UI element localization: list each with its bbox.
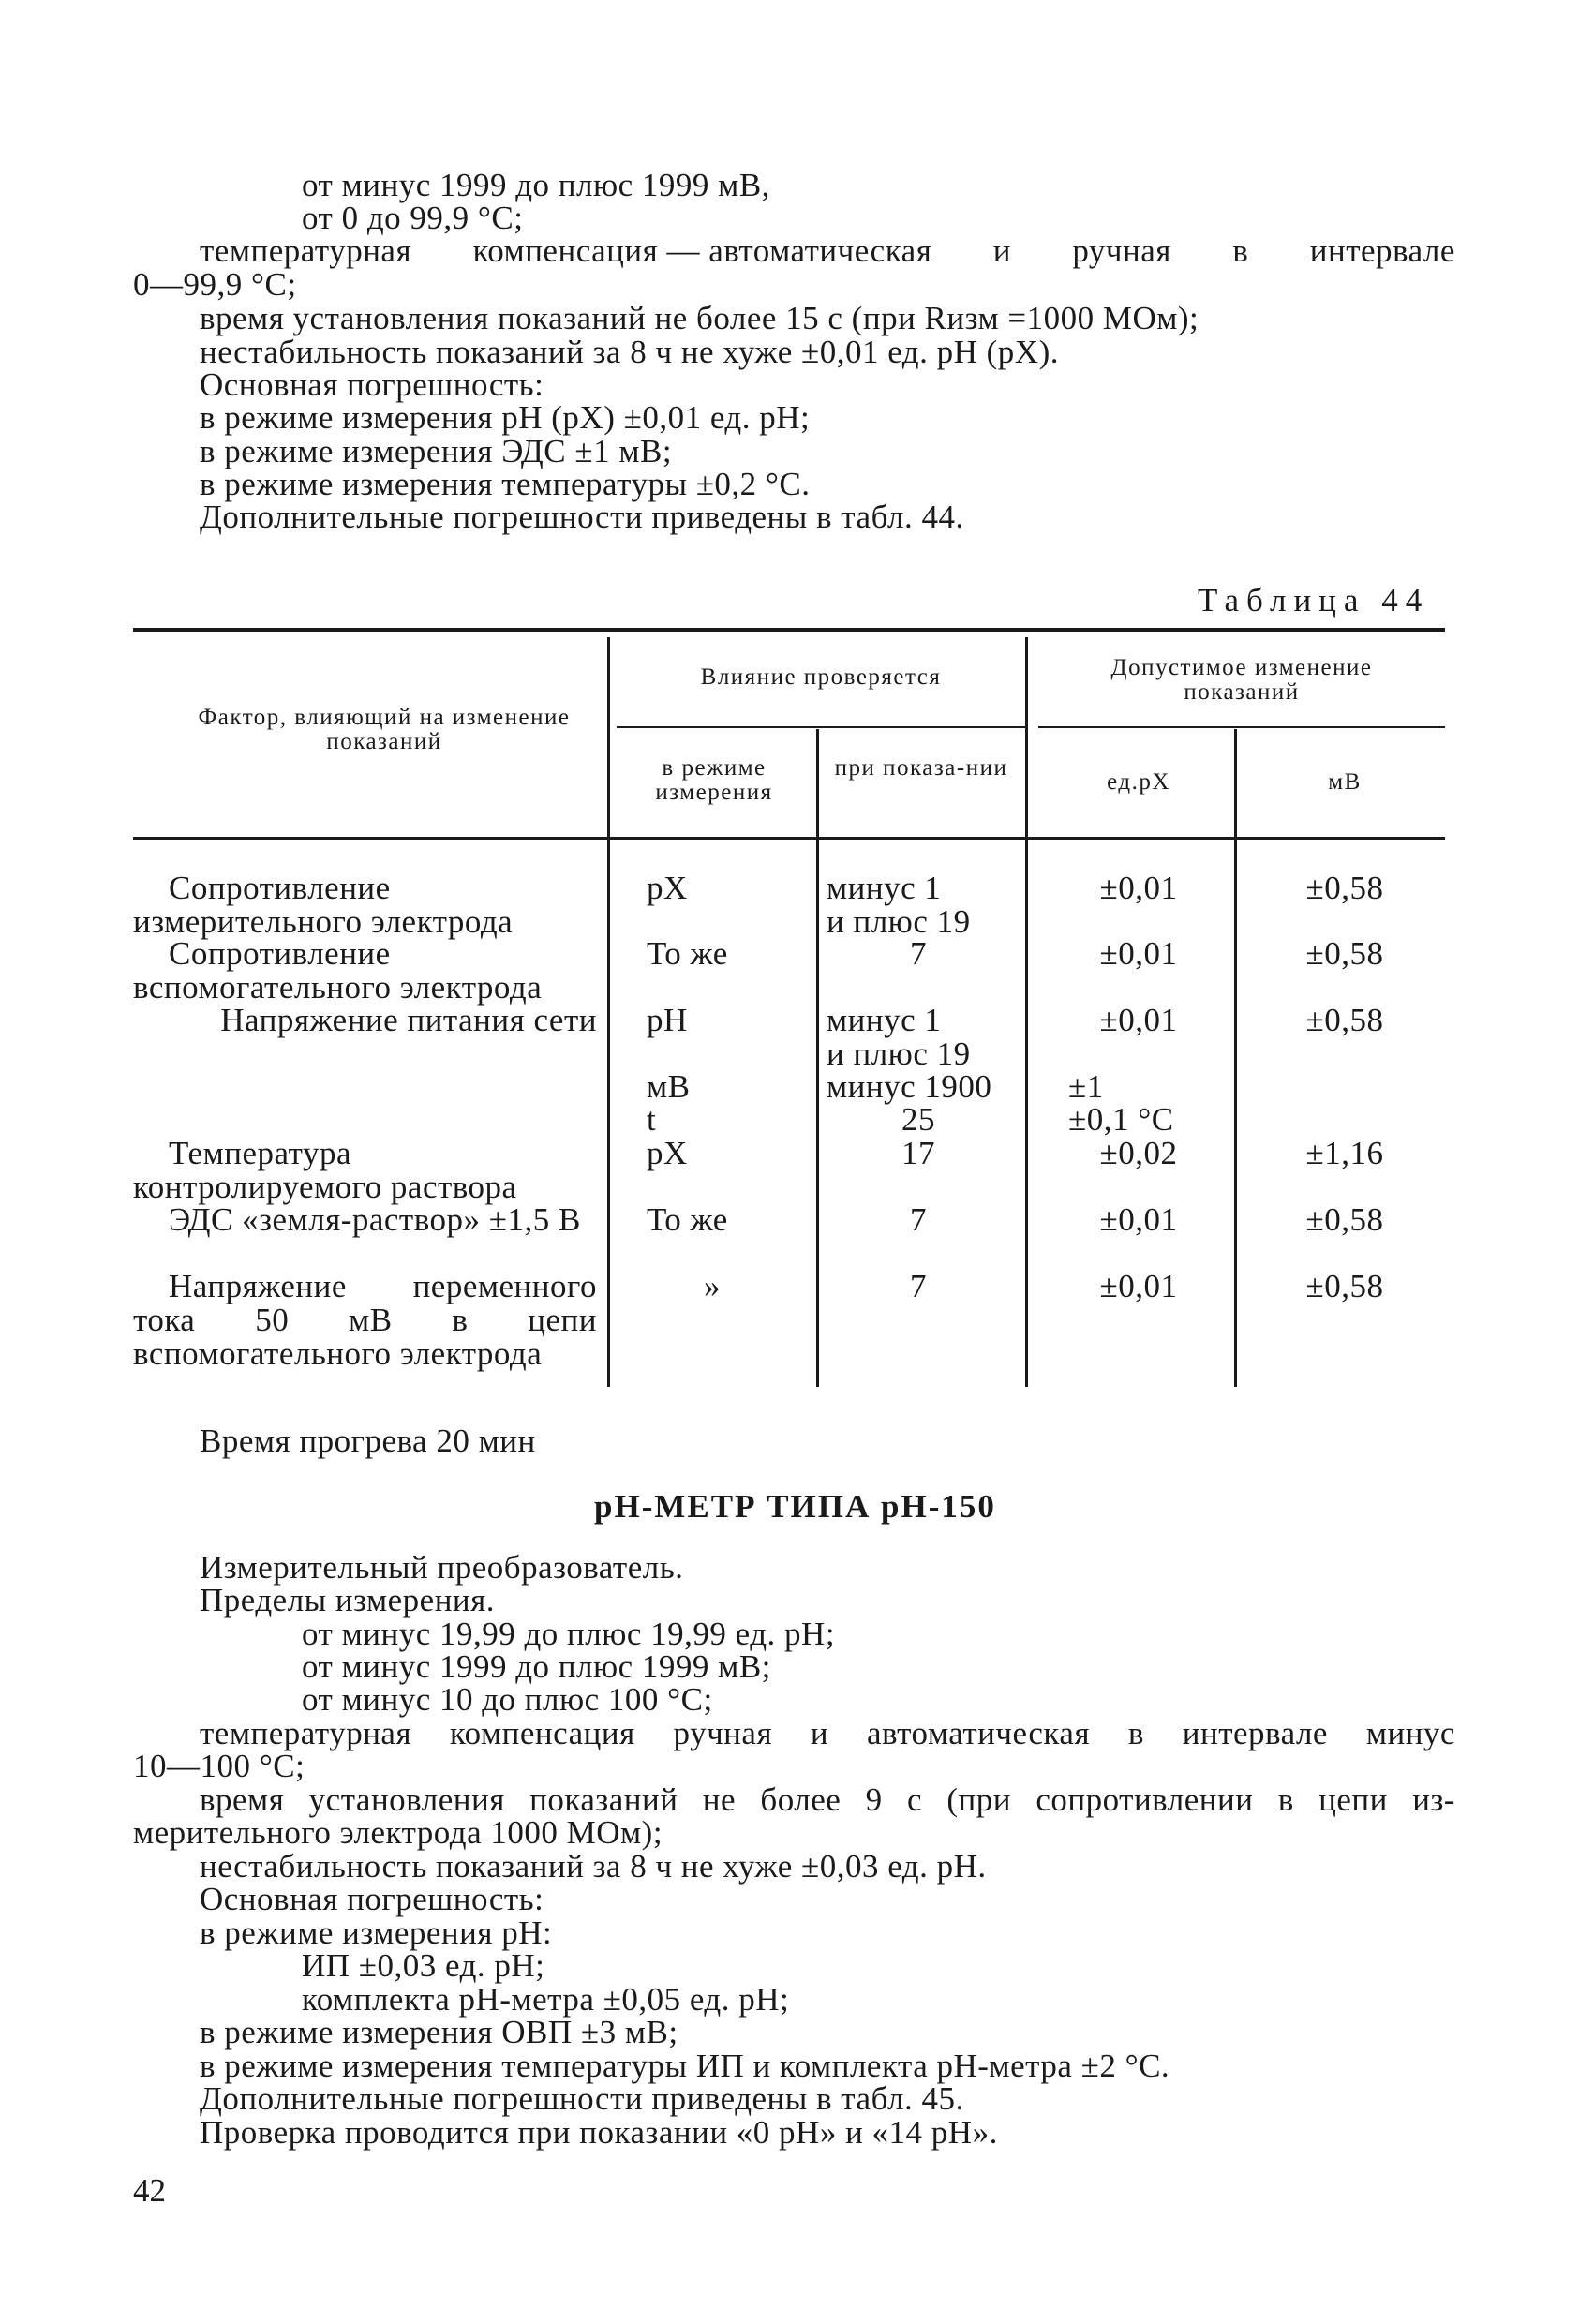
section-line: Измерительный преобразователь. [200, 1549, 684, 1586]
word: время [200, 1781, 285, 1818]
intro-line: в режиме измерения ЭДС ±1 мВ; [200, 433, 673, 469]
table-cell-reading: 7 [910, 1268, 927, 1304]
word: ручная [673, 1715, 773, 1751]
word: температурная [200, 232, 412, 269]
table-cell-px: ±0,01 [1099, 1002, 1178, 1038]
word: температурная [200, 1715, 412, 1751]
intro-line: нестабильность показаний за 8 ч не хуже ±0,01 ед. рН (рХ). [200, 334, 1059, 370]
section-justified-line [200, 1717, 1455, 1750]
table-cell-px: ±0,01 [1099, 1201, 1178, 1238]
word: из- [1412, 1781, 1455, 1818]
section-line: от минус 1999 до плюс 1999 мВ; [302, 1648, 771, 1685]
table-cell-factor: Напряжение питания сети [220, 1002, 597, 1038]
word: и [810, 1715, 829, 1751]
header-reading: при показа-нии [834, 755, 1008, 781]
header-check-group: Влияние проверяется [700, 664, 942, 690]
table-cell-factor: Сопротивление вспомогательного электрода [133, 935, 543, 1006]
intro-line: в режиме измерения рН (рХ) ±0,01 ед. рН; [200, 399, 811, 436]
table-cell-px: ±1 [1068, 1068, 1104, 1105]
word: сопротивлении [1035, 1781, 1254, 1818]
table-cell-px: ±0,01 [1099, 1268, 1178, 1304]
table-cell-reading: 7 [910, 1201, 927, 1238]
table-cell-mode: рХ [647, 1135, 688, 1171]
word: ручная [1072, 232, 1171, 269]
intro-line: от 0 до 99,9 °С; [302, 200, 524, 236]
word: и [992, 232, 1011, 269]
section-line: от минус 10 до плюс 100 °С; [302, 1681, 713, 1718]
table-caption: Таблица 44 [1198, 582, 1430, 618]
intro-justified-line [200, 234, 1455, 268]
table-cell-reading: минус 1 и плюс 19 [827, 1002, 971, 1072]
intro-line: время установления показаний не более 15 с (при Rизм =1000 МОм); [200, 300, 1199, 336]
table-cell-px: ±0,02 [1099, 1135, 1178, 1171]
word: в [1127, 1715, 1144, 1751]
table-top-rule [133, 628, 1445, 632]
word: с [906, 1781, 923, 1818]
table-cell-mode: То же [647, 1201, 728, 1238]
table-cell-mode: t [647, 1101, 657, 1138]
header-allowed-group: Допустимое изменение показаний [1110, 655, 1373, 705]
word: в [1232, 232, 1249, 269]
table-cell-mv: ±0,58 [1305, 935, 1384, 972]
intro-line: от минус 1999 до плюс 1999 мВ, [302, 167, 770, 203]
table-cell-factor: Напряжение переменного тока 50 мВ в цепи вспомогательного электрода [133, 1268, 597, 1372]
warmup-text: Время прогрева 20 мин [200, 1423, 536, 1459]
section-line: Основная погрешность: [200, 1881, 544, 1917]
header-bottom-rule [133, 837, 1445, 840]
header-unit-mv: мВ [1328, 769, 1362, 795]
section-line: 10—100 °С; [133, 1748, 305, 1784]
section-line: Пределы измерения. [200, 1582, 496, 1618]
intro-line: Основная погрешность: [200, 366, 544, 403]
table-cell-px: ±0,1 °С [1068, 1101, 1174, 1138]
table-cell-reading: 17 [901, 1135, 935, 1171]
section-line: в режиме измерения температуры ИП и комплекта рН-метра ±2 °С. [200, 2048, 1170, 2084]
intro-line: 0—99,9 °С; [133, 266, 297, 303]
word: компенсация [449, 1715, 635, 1751]
section-justified-line [200, 1783, 1455, 1817]
section-line: ИП ±0,03 ед. рН; [302, 1947, 545, 1984]
col-divider-3 [1025, 637, 1028, 1387]
word: интервале [1182, 1715, 1328, 1751]
table-cell-mode: рХ [647, 870, 688, 906]
section-line: Дополнительные погрешности приведены в табл. 45. [200, 2080, 964, 2117]
section-line: нестабильность показаний за 8 ч не хуже ±0,03 ед. рН. [200, 1848, 987, 1885]
intro-line: в режиме измерения температуры ±0,2 °С. [200, 466, 811, 502]
word: показаний [529, 1781, 678, 1818]
section-line: в режиме измерения рН: [200, 1914, 553, 1951]
header-factor: Фактор, влияющий на изменение показаний [198, 705, 571, 754]
table-cell-mv: ±0,58 [1305, 1201, 1384, 1238]
intro-line: Дополнительные погрешности приведены в табл. 44. [200, 499, 964, 535]
table-cell-reading: 7 [910, 935, 927, 972]
table-cell-reading: минус 1900 [827, 1068, 992, 1105]
table-cell-px: ±0,01 [1099, 935, 1178, 972]
word: не [702, 1781, 737, 1818]
header-mode: в режиме измерения [655, 755, 773, 805]
word: в [1277, 1781, 1294, 1818]
table-cell-factor: Температура контролируемого раствора [133, 1135, 517, 1205]
table-cell-mv: ±0,58 [1305, 1268, 1384, 1304]
table-cell-mv: ±0,58 [1305, 1002, 1384, 1038]
table-cell-mv: ±1,16 [1305, 1135, 1384, 1171]
header-unit-px: ед.рХ [1107, 769, 1170, 795]
word: (при [946, 1781, 1011, 1818]
header-rule-check [617, 726, 1025, 728]
table-cell-reading: минус 1 и плюс 19 [827, 870, 971, 940]
word: интервале [1309, 232, 1455, 269]
table-cell-mv: ±0,58 [1305, 870, 1384, 906]
section-line: мерительного электрода 1000 МОм); [133, 1814, 663, 1851]
table-cell-reading: 25 [901, 1101, 935, 1138]
word: цепи [1318, 1781, 1388, 1818]
table-cell-factor: ЭДС «земля-раствор» ±1,5 В [169, 1201, 581, 1238]
section-title: рН-МЕТР ТИПА рН-150 [594, 1488, 996, 1525]
col-divider-2 [816, 729, 819, 1387]
word: компенсация — автоматическая [472, 232, 932, 269]
table-cell-px: ±0,01 [1099, 870, 1178, 906]
table-cell-factor: Сопротивление измерительного электрода [133, 870, 514, 940]
section-line: комплекта рН-метра ±0,05 ед. рН; [302, 1981, 790, 2018]
table-cell-mode: рН [647, 1002, 688, 1038]
section-line: от минус 19,99 до плюс 19,99 ед. рН; [302, 1616, 836, 1652]
table-cell-mode: мВ [647, 1068, 691, 1105]
page-number: 42 [133, 2172, 166, 2209]
word: автоматическая [866, 1715, 1091, 1751]
word: более [760, 1781, 842, 1818]
word: установления [308, 1781, 505, 1818]
table-cell-mode: » [704, 1268, 721, 1304]
section-line: Проверка проводится при показании «0 рН» и «14 рН». [200, 2114, 998, 2151]
table-cell-mode: То же [647, 935, 728, 972]
col-divider-1 [607, 637, 610, 1387]
word: минус [1365, 1715, 1455, 1751]
section-line: в режиме измерения ОВП ±3 мВ; [200, 2014, 678, 2050]
header-rule-allowed [1038, 726, 1445, 728]
word: 9 [865, 1781, 883, 1818]
